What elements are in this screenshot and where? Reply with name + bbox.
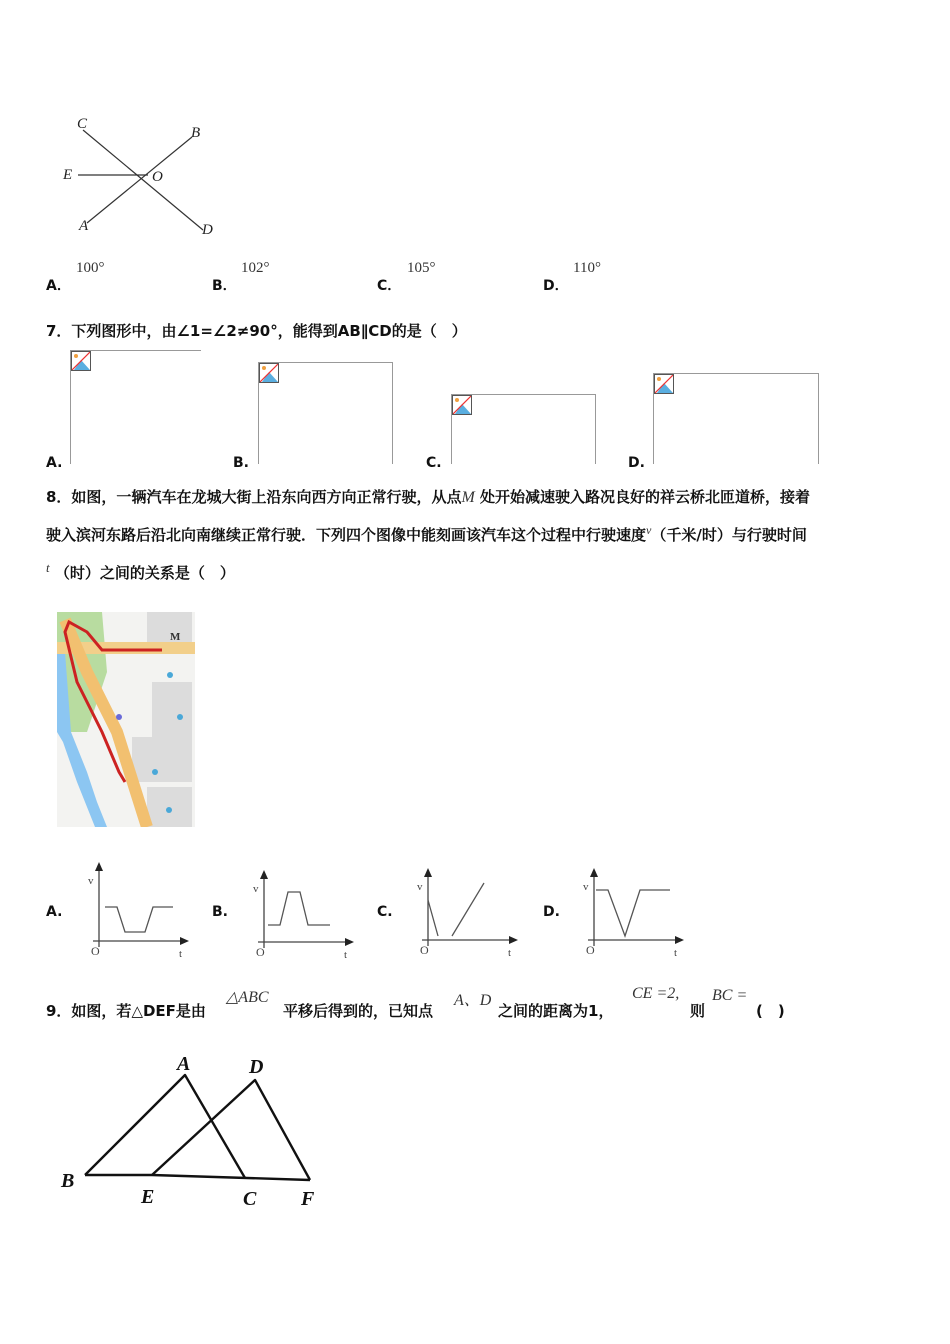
q6-option-c-value: 105° — [407, 260, 436, 276]
label-b: B — [191, 125, 201, 141]
origin-label: O — [586, 943, 595, 957]
q7-option-c[interactable]: C. — [426, 455, 442, 471]
x-axis-arrow-icon — [509, 936, 518, 944]
q8-option-a-letter[interactable]: A. — [46, 904, 63, 920]
y-axis-arrow-icon — [260, 870, 268, 879]
q7-image-d — [653, 373, 819, 464]
q8-option-d-letter[interactable]: D. — [543, 904, 560, 920]
label-d: D — [249, 1056, 264, 1078]
q6-option-c-letter[interactable]: C． — [377, 278, 402, 294]
origin-label: O — [91, 944, 100, 957]
q8-line-2 — [46, 523, 807, 545]
x-axis-arrow-icon — [675, 936, 684, 944]
q8-line-1 — [46, 486, 810, 507]
q8-text: （千米/时）与行驶时间 — [651, 526, 807, 544]
q6-option-d-value: 110° — [573, 260, 601, 276]
label-c: C — [243, 1188, 257, 1210]
q7-image-a — [70, 350, 201, 464]
axis-label-v: v — [253, 883, 259, 895]
broken-image-icon — [259, 363, 279, 383]
q8-text: 驶入滨河东路后沿北向南继续正常行驶．下列四个图像中能刻画该汽车这个过程中行驶速度 — [46, 526, 647, 544]
q6-option-d-letter[interactable]: D． — [543, 278, 569, 294]
q8-text: （时）之间的关系是（ ） — [54, 564, 235, 582]
axis-label-t: t — [508, 947, 512, 959]
label-a: A — [79, 218, 89, 234]
q9-answer-blank: ( ) — [756, 1002, 785, 1020]
q7-option-b[interactable]: B. — [233, 455, 249, 471]
q7-option-d[interactable]: D. — [628, 455, 645, 471]
label-e: E — [63, 167, 73, 183]
label-o: O — [152, 169, 163, 185]
q8-text: 处开始减速驶入路况良好的祥云桥北匝道桥，接着 — [480, 488, 811, 506]
axis-label-t: t — [344, 949, 348, 961]
q6-option-a-value: 100° — [76, 260, 105, 276]
q9-text: 9．如图，若△DEF是由 — [46, 1002, 206, 1020]
q9-math-ce: CE =2, — [632, 985, 680, 1002]
q7-option-a[interactable]: A. — [46, 455, 63, 471]
q9-text: 平移后得到的，已知点 — [283, 1002, 434, 1020]
triangle-figure — [55, 1045, 335, 1215]
q6-option-a-letter[interactable]: A． — [46, 278, 71, 294]
q8-option-b-letter[interactable]: B. — [212, 904, 228, 920]
q8-text: 8．如图，一辆汽车在龙城大街上沿东向西方向正常行驶，从点 — [46, 488, 462, 506]
y-axis-arrow-icon — [424, 868, 432, 877]
q6-option-b-value: 102° — [241, 260, 270, 276]
angle-figure — [55, 110, 225, 240]
q8-option-c-letter[interactable]: C. — [377, 904, 393, 920]
origin-label: O — [256, 945, 265, 959]
x-axis-arrow-icon — [345, 938, 354, 946]
broken-image-icon — [71, 351, 91, 371]
route-map — [57, 612, 195, 827]
q9-math-bc: BC = — [712, 987, 748, 1004]
label-f: F — [301, 1188, 315, 1210]
q9-math-abc: △ABC — [226, 989, 269, 1006]
q9-stem — [46, 985, 846, 1025]
broken-image-icon — [452, 395, 472, 415]
q7-stem: 7．下列图形中，由∠1=∠2≠90°，能得到AB∥CD的是（ ） — [46, 322, 467, 340]
label-e: E — [141, 1186, 155, 1208]
q9-math-ad: A、D — [454, 992, 492, 1009]
broken-image-icon — [654, 374, 674, 394]
speed-time-graph — [414, 868, 524, 963]
label-a: A — [177, 1053, 191, 1075]
axis-label-v: v — [583, 881, 589, 893]
axis-label-v: v — [88, 875, 94, 887]
axis-label-v: v — [417, 881, 423, 893]
map-label-m: M — [170, 631, 181, 643]
q7-image-b — [258, 362, 393, 464]
q6-option-b-letter[interactable]: B． — [212, 278, 237, 294]
label-c: C — [77, 116, 88, 132]
origin-label: O — [420, 943, 429, 957]
label-d: D — [202, 222, 213, 238]
speed-time-graph — [580, 868, 690, 963]
q9-text: 则 — [690, 1002, 706, 1020]
speed-time-graph — [250, 870, 360, 965]
label-b: B — [61, 1170, 75, 1192]
q8-line-3 — [46, 560, 235, 583]
var-m: M — [461, 489, 475, 506]
axis-label-t: t — [674, 947, 678, 959]
y-axis-arrow-icon — [590, 868, 598, 877]
y-axis-arrow-icon — [95, 862, 103, 871]
q7-image-c — [451, 394, 596, 464]
var-t: t — [46, 560, 50, 575]
speed-time-graph — [85, 862, 195, 957]
axis-label-t: t — [179, 948, 183, 957]
var-v: v — [646, 523, 652, 537]
q9-text: 之间的距离为1， — [498, 1002, 614, 1020]
x-axis-arrow-icon — [180, 937, 189, 945]
